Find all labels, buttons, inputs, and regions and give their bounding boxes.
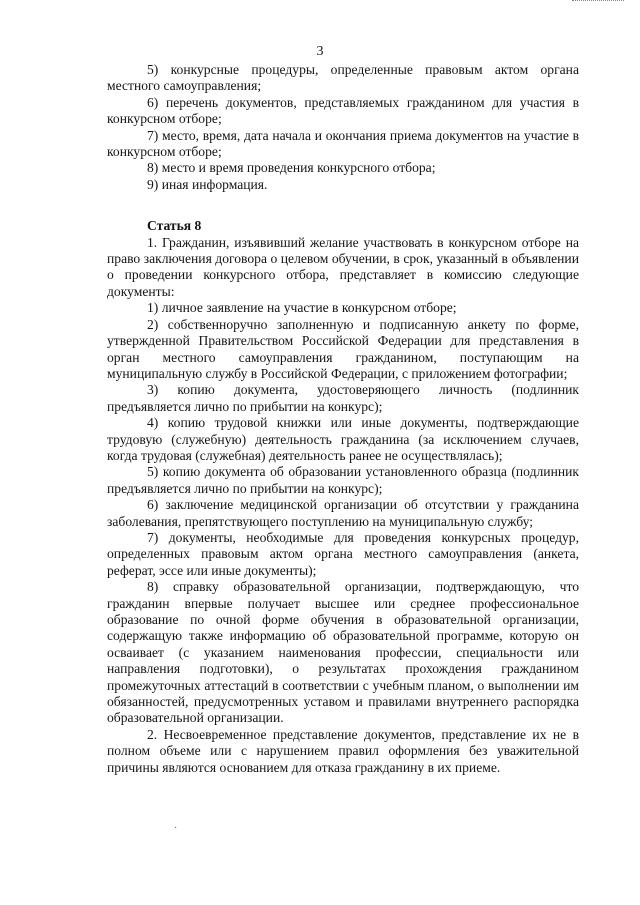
document-item-4: 4) копию трудовой книжки или иные документы, подтверждающие трудовую (служебную) деятельность гражданина (за исключением случаев, когда трудовая (служебная) деятельность ранее не осуществлялась); <box>107 415 579 463</box>
article-clause-1: 1. Гражданин, изъявивший желание участвовать в конкурсном отборе на право заключения договора о целевом обучении, в срок, указанный в объявлении о проведении конкурсного отбора, представляет в комиссию следующие документы: <box>107 234 579 299</box>
list-item-5: 5) конкурсные процедуры, определенные правовым актом органа местного самоуправления; <box>107 62 579 94</box>
document-item-3: 3) копию документа, удостоверяющего личность (подлинник предъявляется лично по прибытии на конкурс); <box>107 382 579 414</box>
document-item-6: 6) заключение медицинской организации об отсутствии у гражданина заболевания, препятствующего поступлению на муниципальную службу; <box>107 497 579 529</box>
scan-artifact-line <box>572 0 624 1</box>
list-item-6: 6) перечень документов, представляемых гражданином для участия в конкурсном отборе; <box>107 94 579 127</box>
stray-mark: · <box>174 823 178 834</box>
document-item-1: 1) личное заявление на участие в конкурсном отборе; <box>147 300 457 316</box>
article-heading: Статья 8 <box>147 218 202 234</box>
document-item-8: 8) справку образовательной организации, подтверждающую, что гражданин впервые получает высшее или среднее профессиональное образование по очной форме обучения в образовательной организации, содержащую также информацию об образовательной программе, которую он осваивает (с указанием наименования профессии, специальности или направления подготовки), о результатах прохождения гражданином промежуточных аттестаций в соответствии с учебным планом, о выполнении им обязанностей, предусмотренных уставом и правилами внутреннего распорядка образовательной организации. <box>107 579 579 726</box>
document-item-7: 7) документы, необходимые для проведения конкурсных процедур, определенных правовым актом органа местного самоуправления (анкета, реферат, эссе или иные документы); <box>107 529 579 578</box>
document-item-5: 5) копию документа об образовании установленного образца (подлинник предъявляется лично по прибытии на конкурс); <box>107 464 579 496</box>
page-number: 3 <box>316 44 324 59</box>
list-item-7: 7) место, время, дата начала и окончания приема документов на участие в конкурсном отборе; <box>107 127 579 160</box>
document-item-2: 2) собственноручно заполненную и подписанную анкету по форме, утвержденной Правительством Российской Федерации для представления в орган местного самоуправления гражданином, поступающим на муниципальную службу в Российской Федерации, с приложением фотографии; <box>107 316 579 381</box>
article-clause-2: 2. Несвоевременное представление документов, представление их не в полном объеме или с нарушением правил оформления без уважительной причины являются основанием для отказа гражданину в их приеме. <box>107 726 579 775</box>
document-body <box>107 62 579 776</box>
list-item-9: 9) иная информация. <box>147 176 268 192</box>
list-item-8: 8) место и время проведения конкурсного отбора; <box>147 160 436 176</box>
